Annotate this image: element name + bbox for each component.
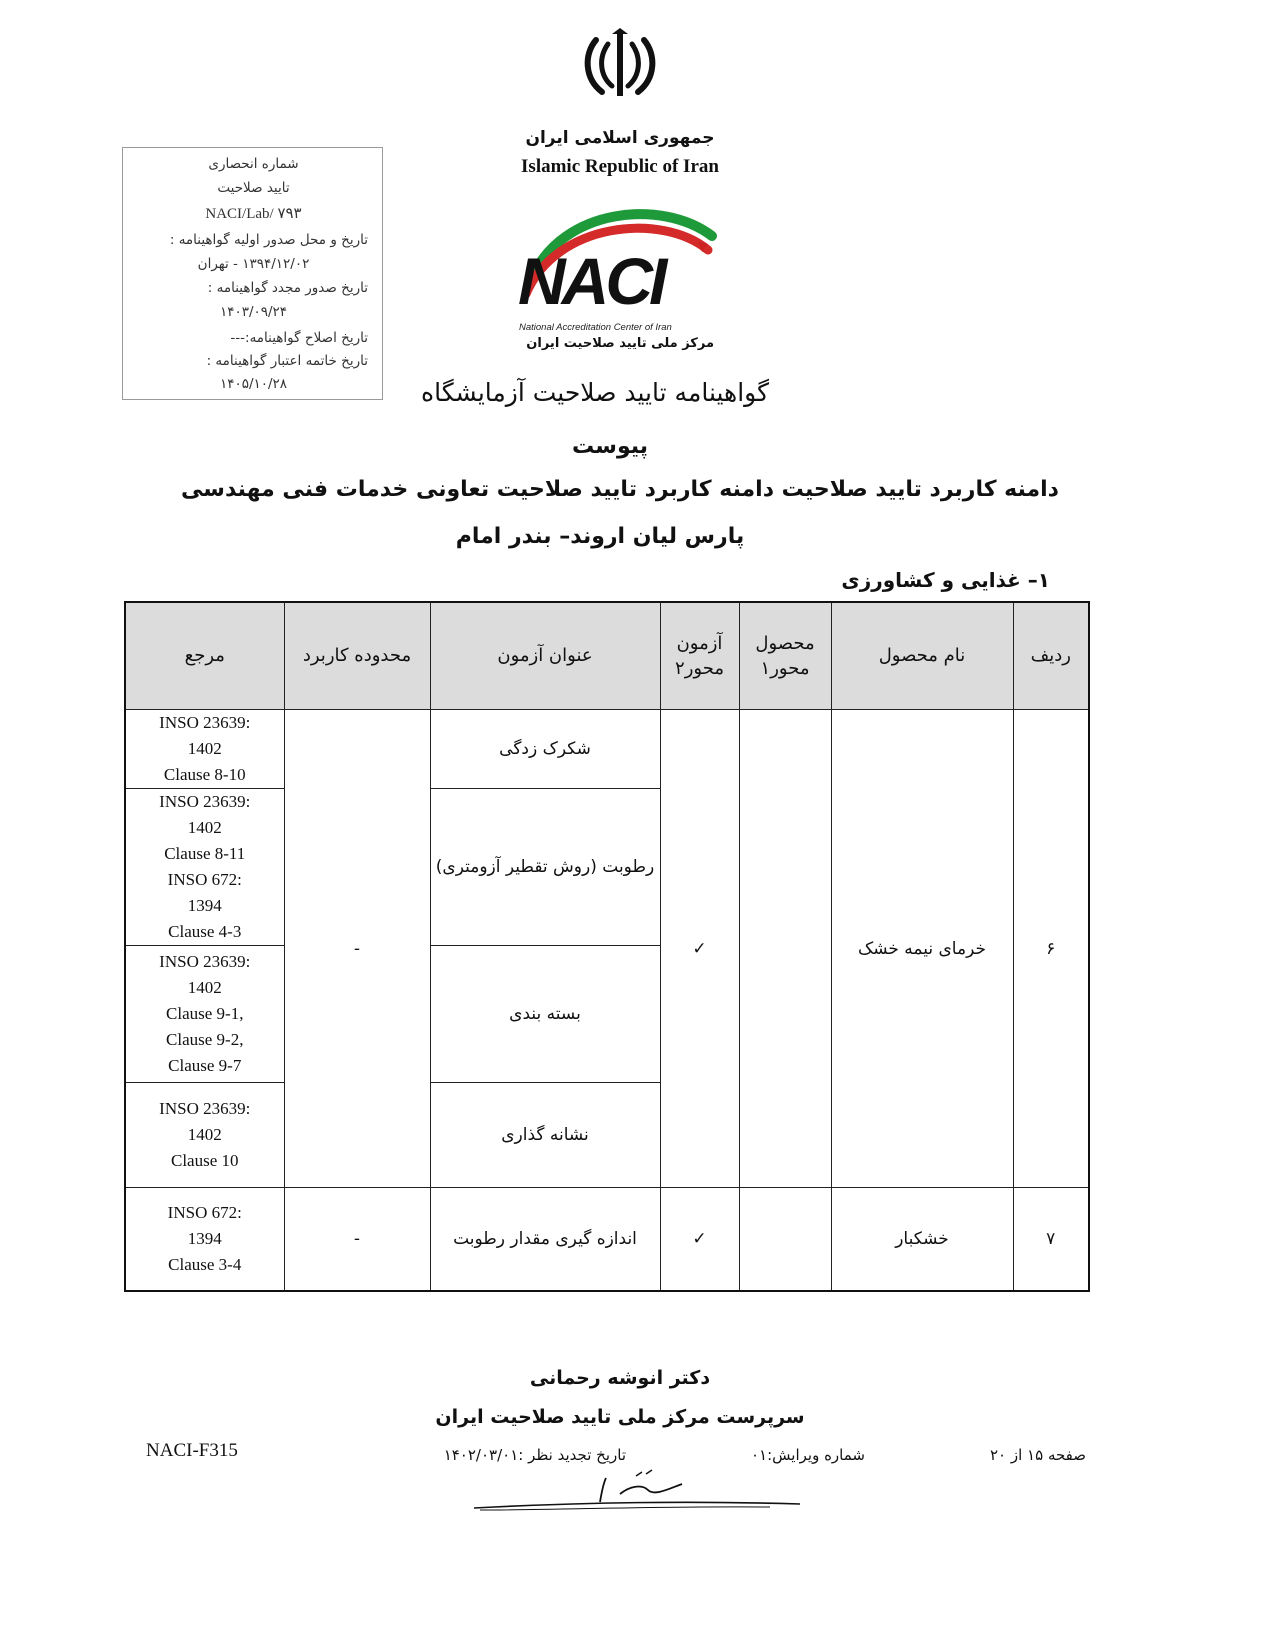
- test-title: بسته بندی: [430, 946, 660, 1083]
- table-row: [125, 710, 1089, 789]
- product-name: خرمای نیمه خشک: [831, 710, 1013, 1188]
- header-product: نام محصول: [831, 602, 1013, 710]
- section-heading: ۱– غذایی و کشاورزی: [841, 568, 1050, 592]
- exclusive-number-label: شماره انحصاری: [208, 156, 299, 172]
- page-number: صفحه ۱۵ از ۲۰: [989, 1446, 1086, 1464]
- edition-number: شماره ویرایش:۰۱: [750, 1446, 865, 1464]
- initial-issue-label: تاریخ و محل صدور اولیه گواهینامه :: [169, 232, 368, 248]
- review-date: تاریخ تجدید نظر :۱۴۰۲/۰۳/۰۱: [443, 1446, 626, 1464]
- attachment-heading: پیوست: [572, 434, 648, 459]
- lab-name: پارس لیان اروند– بندر امام: [455, 524, 745, 549]
- header-scope: محدوده کاربرد: [284, 602, 430, 710]
- header-product-axis: محصول محور۱: [739, 602, 831, 710]
- expiry-value: ۱۴۰۵/۱۰/۲۸: [219, 376, 288, 392]
- reissue-label: تاریخ صدور مجدد گواهینامه :: [207, 280, 368, 296]
- header-row-number: ردیف: [1013, 602, 1089, 710]
- reference-cell: INSO 23639: 1402 Clause 8-11 INSO 672: 1394 Clause 4-3: [125, 789, 284, 946]
- reference-cell: INSO 23639: 1402 Clause 9-1, Clause 9-2, Clause 9-7: [125, 946, 284, 1083]
- scope-table: [124, 601, 1090, 1292]
- iran-emblem-icon: [582, 28, 658, 100]
- reference-cell: INSO 23639: 1402 Clause 8-10: [125, 710, 284, 789]
- accreditation-number: NACI/Lab/ ۷۹۳: [205, 206, 302, 222]
- test-axis-check-icon: ✓: [660, 710, 739, 1188]
- expiry-label: تاریخ خاتمه اعتبار گواهینامه :: [206, 353, 368, 369]
- product-name: خشکبار: [831, 1188, 1013, 1291]
- accreditation-label: تایید صلاحیت: [217, 180, 290, 196]
- country-name-fa: جمهوری اسلامی ایران: [525, 128, 715, 148]
- naci-logo-wordmark: NACI: [518, 244, 664, 318]
- country-name-en: Islamic Republic of Iran: [521, 156, 719, 177]
- header-reference: مرجع: [125, 602, 284, 710]
- form-code: NACI-F315: [146, 1440, 238, 1461]
- table-row: [125, 1188, 1089, 1291]
- header-test-title: عنوان آزمون: [430, 602, 660, 710]
- certificate-info-box: [122, 147, 383, 400]
- reference-cell: INSO 23639: 1402 Clause 10: [125, 1083, 284, 1188]
- certificate-title: گواهینامه تایید صلاحیت آزمایشگاه: [421, 378, 769, 407]
- reissue-value: ۱۴۰۳/۰۹/۲۴: [219, 304, 288, 320]
- test-title: نشانه گذاری: [430, 1083, 660, 1188]
- test-title: شکرک زدگی: [430, 710, 660, 789]
- test-title: اندازه گیری مقدار رطوبت: [430, 1188, 660, 1291]
- row-number: ۶: [1013, 710, 1089, 1188]
- amendment-date: تاریخ اصلاح گواهینامه:---: [230, 330, 368, 346]
- product-axis-cell: [739, 710, 831, 1188]
- signer-name: دکتر انوشه رحمانی: [529, 1367, 711, 1389]
- initial-issue-value: ۱۳۹۴/۱۲/۰۲ - تهران: [197, 256, 310, 272]
- scope-value: -: [284, 710, 430, 1188]
- table-header-row: [125, 602, 1089, 710]
- naci-logo-name-fa: مرکز ملی تایید صلاحیت ایران: [526, 336, 714, 351]
- signer-role: سرپرست مرکز ملی تایید صلاحیت ایران: [435, 1406, 805, 1428]
- test-axis-check-icon: ✓: [660, 1188, 739, 1291]
- row-number: ۷: [1013, 1188, 1089, 1291]
- header-test-axis: آزمون محور۲: [660, 602, 739, 710]
- test-title: رطوبت (روش تقطیر آزومتری): [430, 789, 660, 946]
- product-axis-cell: [739, 1188, 831, 1291]
- reference-cell: INSO 672: 1394 Clause 3-4: [125, 1188, 284, 1291]
- scope-heading: دامنه کاربرد تایید صلاحیت دامنه کاربرد تایید صلاحیت تعاونی خدمات فنی مهندسی: [181, 477, 1059, 502]
- scope-value: -: [284, 1188, 430, 1291]
- signature-icon: [470, 1460, 805, 1520]
- naci-logo-name-en: National Accreditation Center of Iran: [519, 322, 672, 333]
